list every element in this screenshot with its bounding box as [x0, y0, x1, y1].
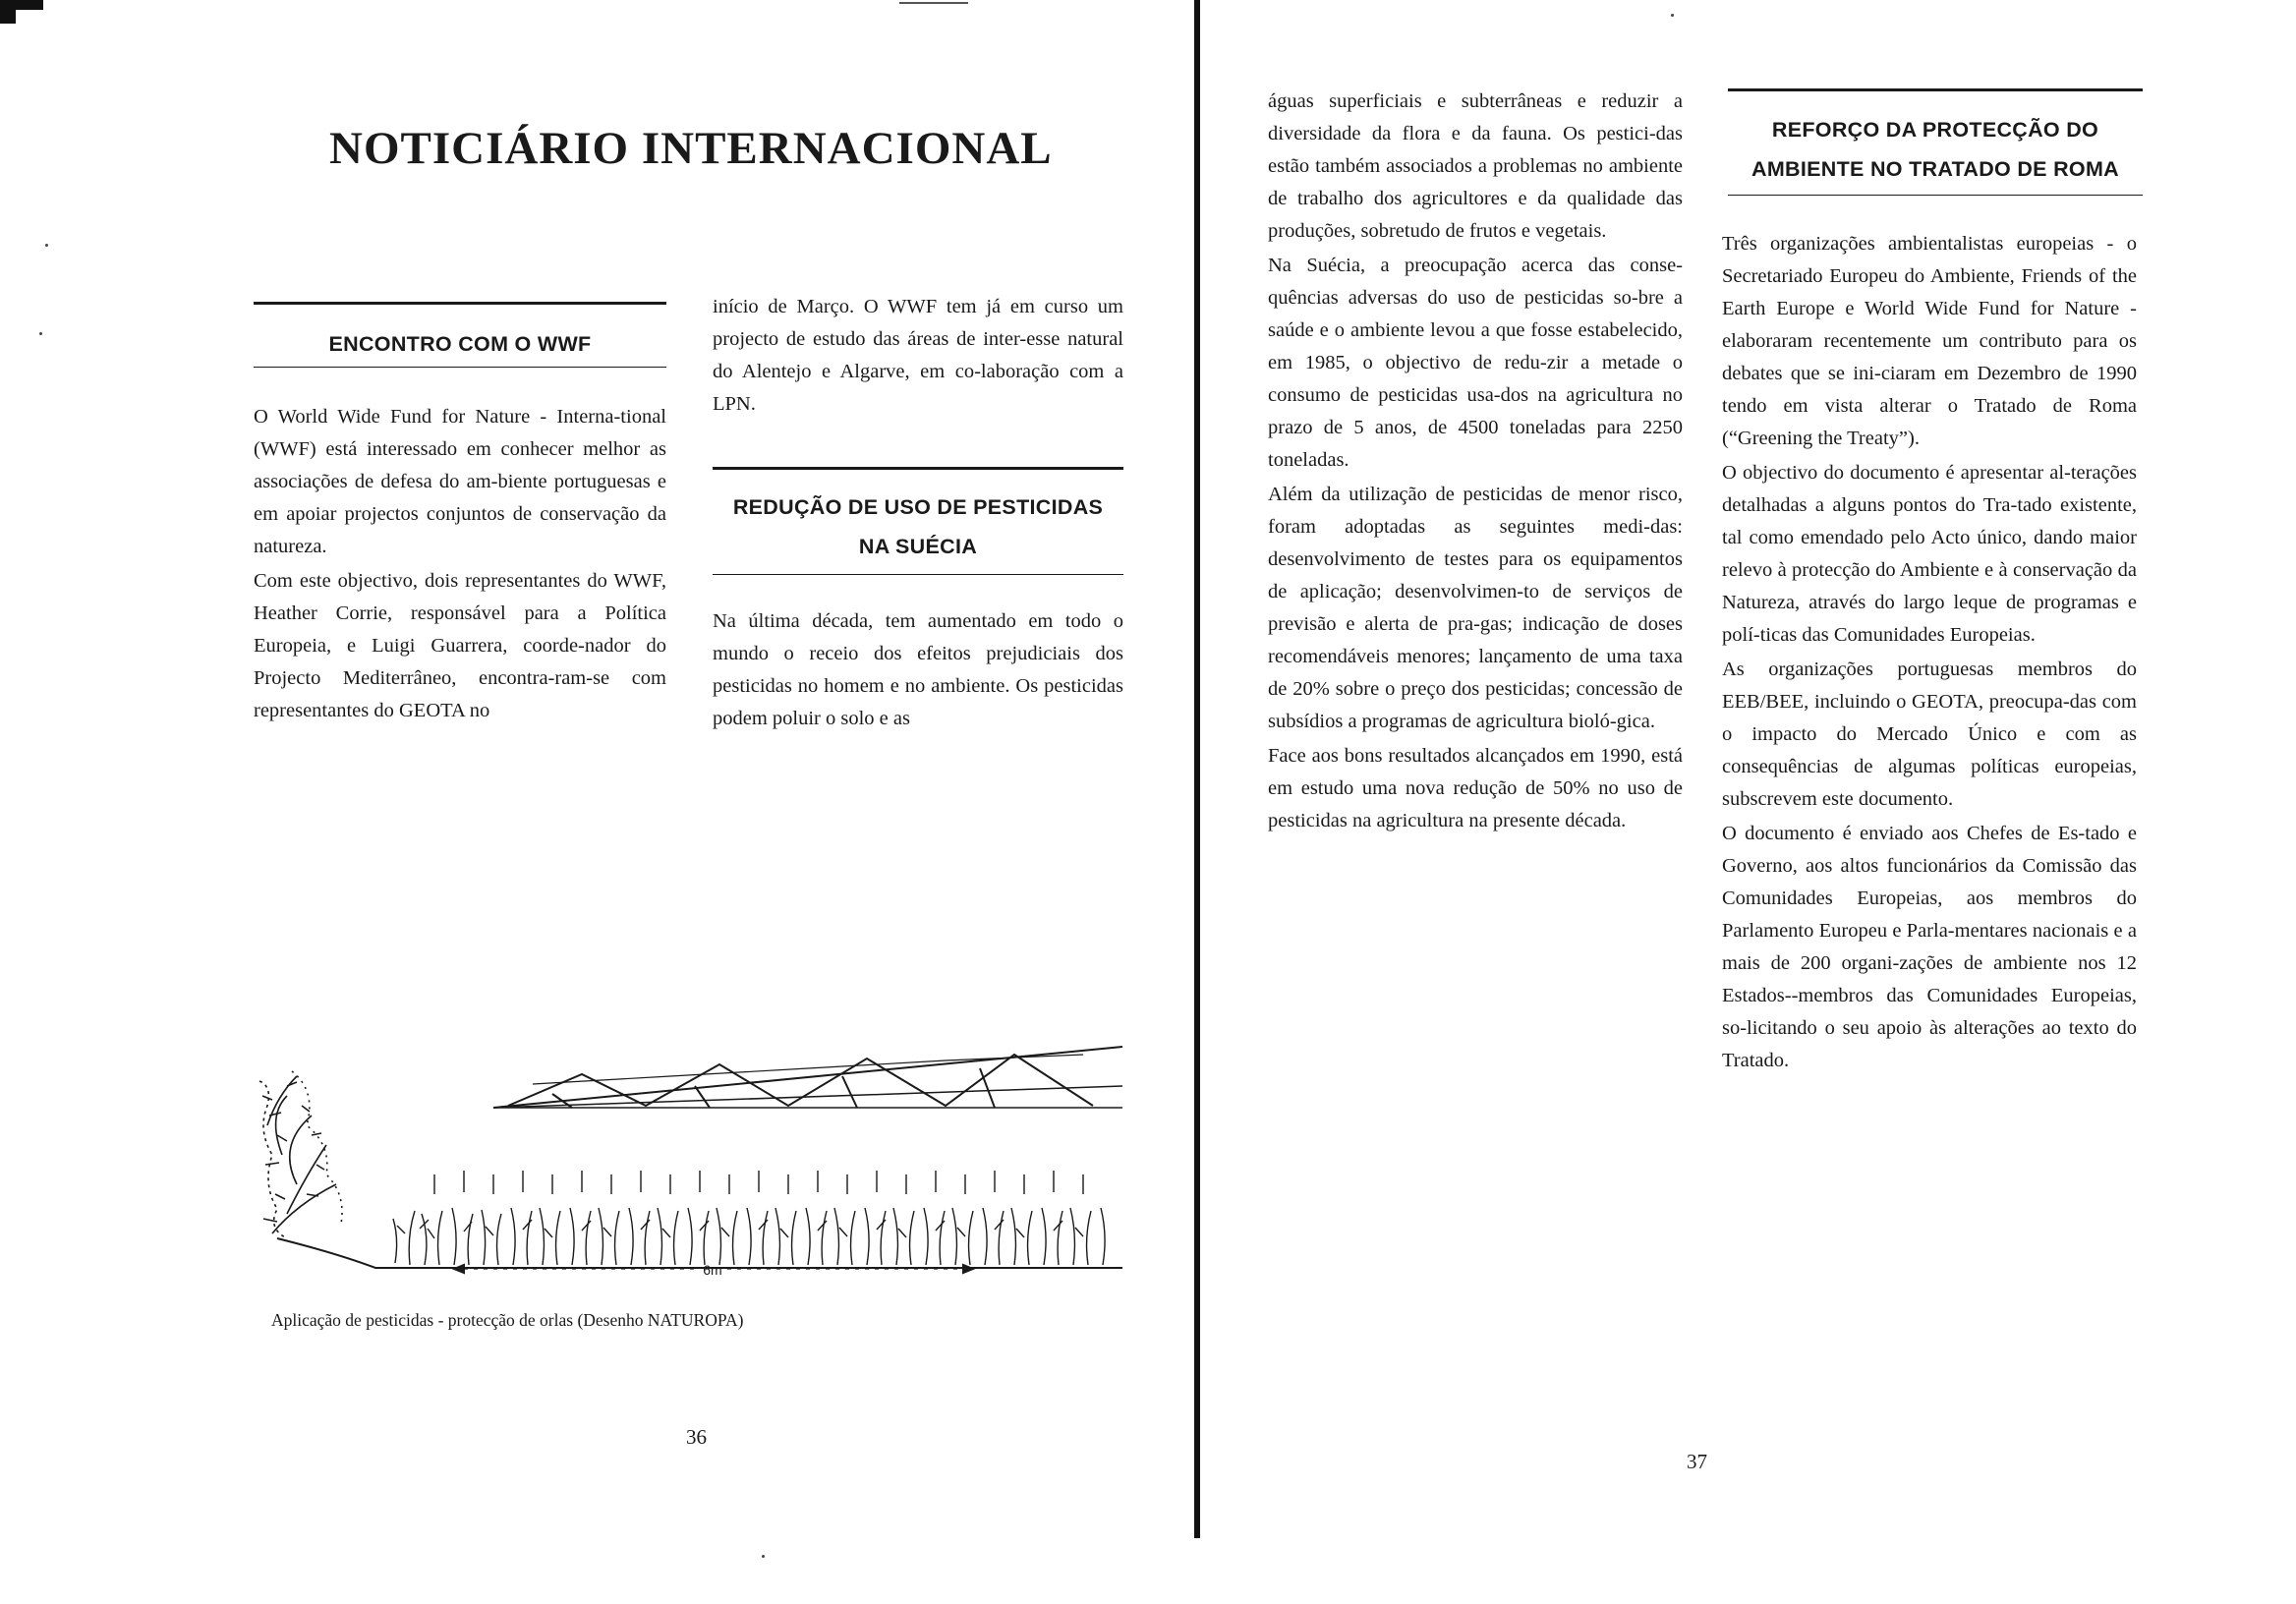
article-column [254, 401, 666, 729]
paragraph: início de Março. O WWF tem já em curso um projecto de estudo das áreas de inter-esse natural do Alentejo e Algarve, em co-laboração com a LPN. [713, 296, 1123, 415]
heading-rule-bottom [254, 367, 666, 368]
illustration-caption: Aplicação de pesticidas - protecção de orlas (Desenho NATUROPA) [271, 1310, 744, 1330]
page-number: 37 [1687, 1450, 1707, 1473]
scan-corner-mark [0, 10, 16, 24]
heading-rule-bottom [1728, 195, 2143, 196]
paragraph: Na Suécia, a preocupação acerca das conse-quências adversas do uso de pesticidas so-bre a saúde e o ambiente levou a que fosse estabelecido, em 1985, o objectivo de redu-zir a metade o consumo de pesticidas usa-dos na agricultura no prazo de 5 anos, de 4500 toneladas para 2250 toneladas. [1268, 255, 1683, 471]
scan-top-line [899, 2, 968, 4]
ground-line [277, 1238, 1122, 1268]
shrub-drawing [259, 1071, 342, 1238]
article-column [1268, 86, 1683, 839]
scan-corner-mark [0, 0, 43, 10]
page-title: NOTICIÁRIO INTERNACIONAL [329, 123, 1053, 174]
heading-line: REDUÇÃO DE USO DE PESTICIDAS [732, 495, 1104, 519]
paragraph: Face aos bons resultados alcançados em 1990, está em estudo uma nova redução de 50% no uso de pesticidas na agricultura na presente década. [1268, 745, 1683, 831]
scan-speck [762, 1555, 765, 1558]
arrow-right-icon [963, 1265, 973, 1273]
heading-rule-top [713, 467, 1123, 470]
section-heading-treaty [1728, 110, 2143, 189]
paragraph: O objectivo do documento é apresentar al-terações detalhadas a alguns pontos do Tra-tado existente, tal como emendado pelo Acto único, dando maior relevo à protecção do Ambiente e à conservação da Natureza, através do largo leque de programas e polí-ticas das Comunidades Europeias. [1722, 462, 2137, 646]
paragraph: Além da utilização de pesticidas de menor risco, foram adoptadas as seguintes medi-das: desenvolvimento de testes para os equipamentos de aplicação; desenvolvimen-to de serviços de previsão e alerta de pra-gas; indicação de doses recomendáveis menores; lançamento de uma taxa de 20% sobre o preço dos pesticidas; concessão de subsídios a programas de agricultura bioló-gica. [1268, 484, 1683, 732]
scan-speck [1671, 14, 1674, 17]
paragraph: O World Wide Fund for Nature - Interna-tional (WWF) está interessado em conhecer melhor as associações de defesa do am-biente portuguesas e em apoiar projectos conjuntos de conservação da natureza. [254, 406, 666, 557]
paragraph: águas superficiais e subterrâneas e reduzir a diversidade da flora e da fauna. Os pestici-das estão também associados a problemas no ambiente de trabalho dos agricultores e da qualidade das produções, sobretudo de frutos e vegetais. [1268, 90, 1683, 242]
pesticide-illustration [258, 1037, 1142, 1283]
paragraph: O documento é enviado aos Chefes de Es-tado e Governo, aos altos funcionários da Comissão das Comunidades Europeias, aos membros do Parlamento Europeu e Parla-mentares nacionais e a mais de 200 organi-zações de ambiente nos 12 Estados--membros das Comunidades Europeias, so-licitando o seu apoio às alterações ao texto do Tratado. [1722, 823, 2137, 1071]
article-column [713, 605, 1123, 737]
paragraph: Três organizações ambientalistas europeias - o Secretariado Europeu do Ambiente, Friends of the Earth Europe e World Wide Fund for Nature - elaboraram recentemente um contributo para os debates que se ini-ciaram em Dezembro de 1990 tendo em vista alterar o Tratado de Roma (“Greening the Treaty”). [1722, 233, 2137, 449]
article-column [713, 291, 1123, 423]
scan-speck [39, 332, 42, 335]
scale-label: 6m [703, 1262, 722, 1278]
crop-rows [393, 1171, 1105, 1265]
heading-line: AMBIENTE NO TRATADO DE ROMA [1751, 157, 2119, 181]
heading-rule-top [254, 302, 666, 305]
section-heading-pesticides [713, 487, 1123, 566]
article-column [1722, 228, 2137, 1079]
heading-line: NA SUÉCIA [858, 535, 978, 558]
section-heading-wwf: ENCONTRO COM O WWF [328, 332, 592, 356]
arrow-left-icon [454, 1265, 464, 1273]
heading-rule-top [1728, 88, 2143, 91]
paragraph: Com este objectivo, dois representantes do WWF, Heather Corrie, responsável para a Política Europeia, e Luigi Guarrera, coorde-nador do Projecto Mediterrâneo, encontra-ram-se com representantes do GEOTA no [254, 570, 666, 721]
heading-line: REFORÇO DA PROTECÇÃO DO [1771, 118, 2099, 142]
heading-rule-bottom [713, 574, 1123, 575]
page-number: 36 [686, 1425, 707, 1449]
paragraph: Na última década, tem aumentado em todo o mundo o receio dos efeitos prejudiciais dos pesticidas no homem e no ambiente. Os pesticidas podem poluir o solo e as [713, 610, 1123, 729]
paragraph: As organizações portuguesas membros do EEB/BEE, incluindo o GEOTA, preocupa-das com o impacto do Mercado Único e com as consequências de algumas políticas europeias, subscrevem este documento. [1722, 659, 2137, 810]
scan-speck [45, 244, 48, 247]
page-gutter [1194, 0, 1200, 1538]
